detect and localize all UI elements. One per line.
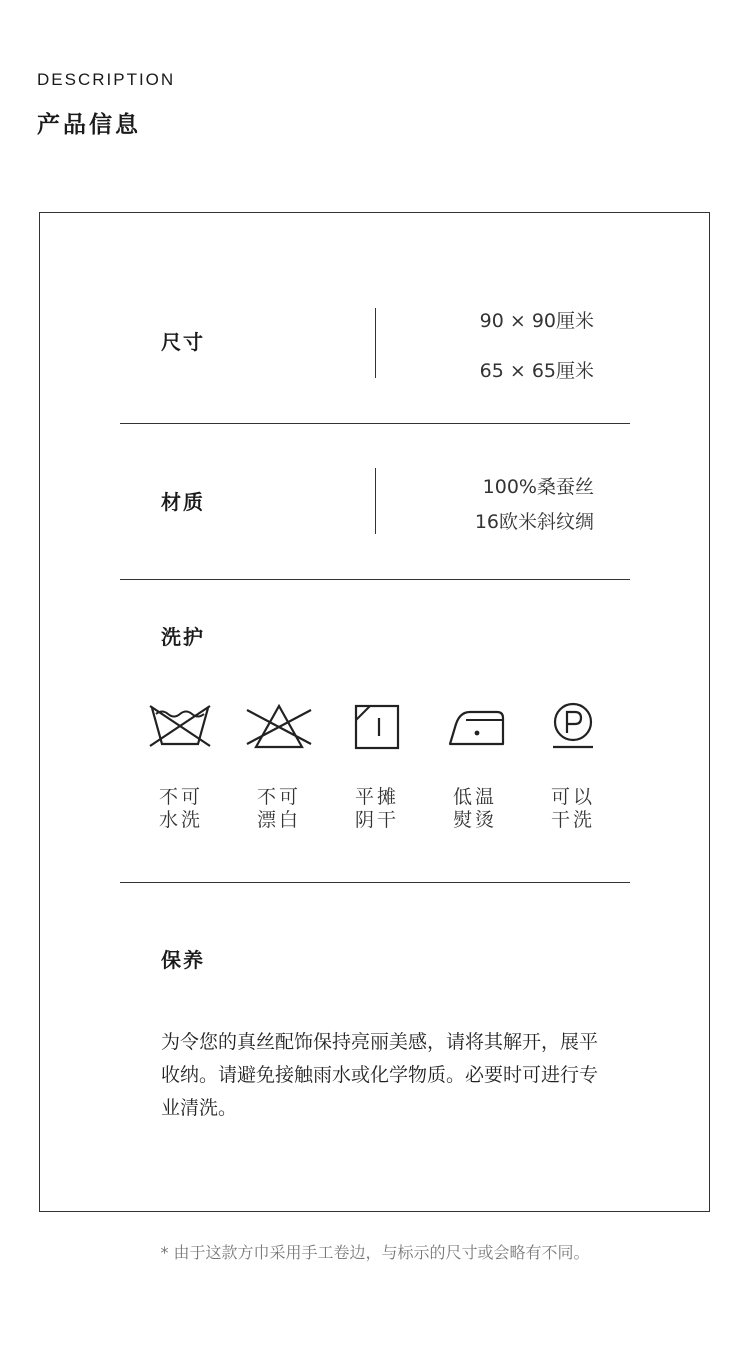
size-label: 尺寸 xyxy=(161,330,205,354)
iron-low-label: 低温 熨烫 xyxy=(452,786,497,831)
material-value-2: 16欧米斜纹绸 xyxy=(474,511,594,533)
product-info-card xyxy=(39,212,710,1212)
dry-clean-p-label: 可以 干洗 xyxy=(550,786,595,831)
dry-flat-shade-label: 平摊 阴干 xyxy=(354,786,399,831)
footnote: * 由于这款方巾采用手工卷边，与标示的尺寸或会略有不同。 xyxy=(160,1243,590,1262)
divider-care xyxy=(120,882,630,883)
maintenance-label: 保养 xyxy=(161,948,205,972)
header-title-cn: 产品信息 xyxy=(37,112,141,138)
dry-flat-shade-icon xyxy=(342,700,412,754)
material-value-1: 100%桑蚕丝 xyxy=(482,476,594,498)
divider-size xyxy=(120,423,630,424)
header-title-en: DESCRIPTION xyxy=(37,70,176,89)
divider-material xyxy=(120,579,630,580)
maintenance-text: 为令您的真丝配饰保持亮丽美感，请将其解开，展平收纳。请避免接触雨水或化学物质。必要时可进行专业清洗。 xyxy=(161,1031,599,1119)
no-wash-icon xyxy=(146,700,216,754)
no-bleach-icon xyxy=(244,700,314,754)
no-wash-label: 不可 水洗 xyxy=(158,786,203,831)
no-bleach-label: 不可 漂白 xyxy=(256,786,301,831)
size-value-2: 65 × 65厘米 xyxy=(479,360,594,382)
material-label: 材质 xyxy=(161,490,205,514)
dry-clean-p-icon xyxy=(538,700,608,754)
size-divider xyxy=(375,308,376,378)
iron-low-icon xyxy=(440,700,510,754)
care-label: 洗护 xyxy=(161,625,205,649)
material-divider xyxy=(375,468,376,534)
size-value-1: 90 × 90厘米 xyxy=(479,310,594,332)
